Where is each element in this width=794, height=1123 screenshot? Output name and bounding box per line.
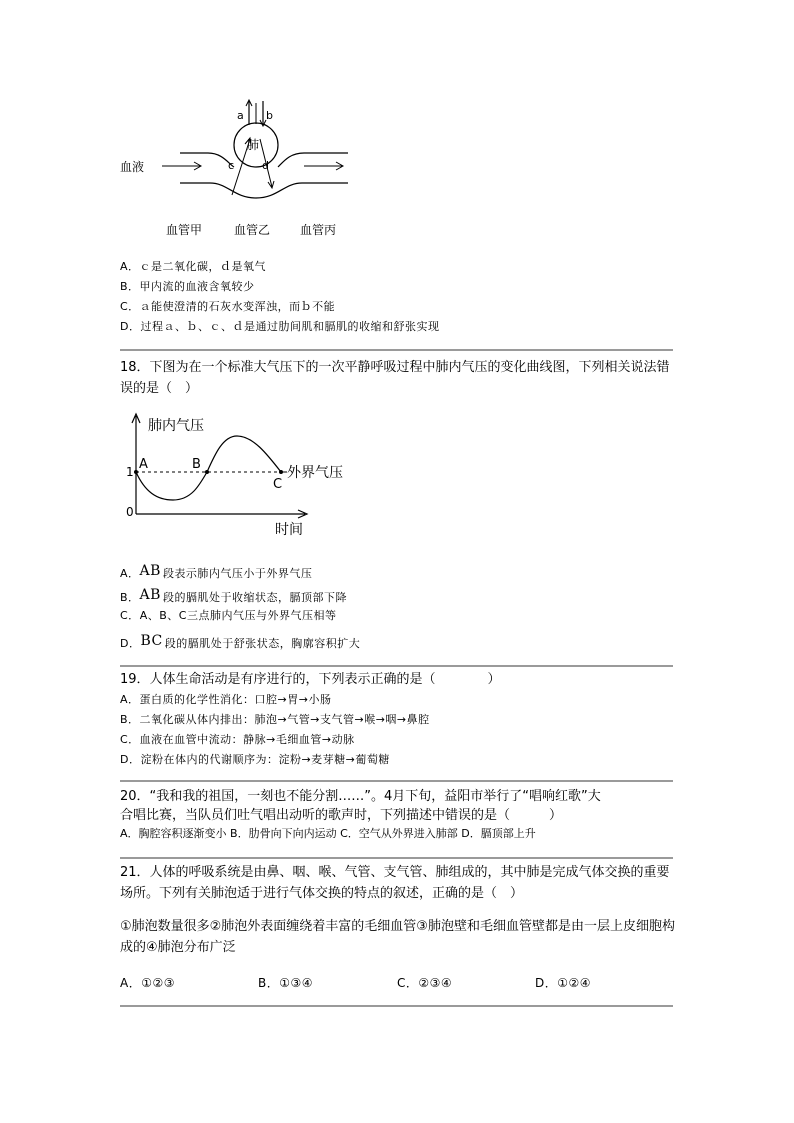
- label-vessel-1: 血管甲: [166, 223, 203, 237]
- q20-stem-line1: 20．“我和我的祖国，一刻也不能分割……”。4月下旬，益阳市举行了“唱响红歌”大: [120, 789, 601, 804]
- q18-option-b[interactable]: [120, 587, 347, 606]
- q18-stem: 18．下图为在一个标准大气压下的一次平静呼吸过程中肺内气压的变化曲线图，下列相关说法错误的是（ ）: [120, 360, 670, 396]
- q21-statements: ①肺泡数量很多②肺泡外表面缠绕着丰富的毛细血管③肺泡壁和毛细血管壁都是由一层上皮细胞构成的④肺泡分布广泛: [120, 919, 675, 955]
- divider: [120, 857, 673, 859]
- q19-option-a[interactable]: A．蛋白质的化学性消化：口腔→胃→小肠: [120, 693, 332, 706]
- divider: [120, 349, 673, 351]
- label-b: b: [266, 109, 273, 122]
- label-a: a: [237, 109, 244, 122]
- point-B-marker: [205, 470, 209, 474]
- label-c: c: [228, 159, 235, 172]
- y-axis-label: 肺内气压: [148, 418, 204, 434]
- point-B-label: B: [192, 457, 201, 472]
- q17-option-b[interactable]: B．甲内流的血液含氧较少: [120, 280, 255, 293]
- segment-label: AB: [139, 563, 161, 579]
- q20-options[interactable]: A．胸腔容积逐渐变小 B．肋骨向下向内运动 C．空气从外界进入肺部 D．膈顶部上升: [120, 827, 536, 840]
- q21-option-a[interactable]: A．①②③: [120, 976, 175, 990]
- x-axis: [136, 510, 307, 518]
- q19-option-d[interactable]: D．淀粉在体内的代谢顺序为：淀粉→麦芽糖→葡萄糖: [120, 753, 390, 766]
- option-prefix: C．: [120, 609, 140, 622]
- label-vessel-2: 血管乙: [234, 223, 271, 237]
- q19-option-b[interactable]: B．二氧化碳从体内排出：肺泡→气管→支气管→喉→咽→鼻腔: [120, 713, 430, 726]
- option-prefix: A．: [120, 567, 140, 580]
- q19-stem: 19．人体生命活动是有序进行的，下列表示正确的是（ ）: [120, 672, 501, 687]
- label-blood: 血液: [120, 160, 145, 174]
- option-text: 段的膈肌处于舒张状态，胸廓容积扩大: [164, 637, 361, 650]
- q21-stem: 21．人体的呼吸系统是由鼻、咽、喉、气管、支气管、肺组成的，其中肺是完成气体交换的重要场所。下列有关肺泡适于进行气体交换的特点的叙述，正确的是（ ）: [120, 865, 670, 901]
- option-prefix: D．: [120, 637, 141, 650]
- option-text: 段的膈肌处于收缩状态，膈顶部下降: [162, 591, 347, 604]
- label-lung: 肺: [247, 138, 260, 152]
- point-C-label: C: [273, 477, 283, 492]
- q21-option-d[interactable]: D．①②④: [535, 976, 592, 990]
- label-vessel-3: 血管丙: [300, 223, 337, 237]
- q17-option-c[interactable]: C．ａ能使澄清的石灰水变浑浊，而ｂ不能: [120, 300, 336, 313]
- vessel-lower-wall: [180, 183, 348, 198]
- q19-option-c[interactable]: C．血液在血管中流动：静脉→毛细血管→动脉: [120, 733, 355, 746]
- q17-option-a[interactable]: A．ｃ是二氧化碳，ｄ是氧气: [120, 260, 267, 273]
- tick-0: 0: [126, 505, 134, 519]
- tick-1: 1: [126, 465, 134, 479]
- segment-label: BC: [140, 633, 163, 649]
- x-axis-label: 时间: [275, 522, 303, 538]
- segment-label: AB: [139, 587, 161, 603]
- label-d: d: [262, 159, 269, 172]
- option-text: A、B、C三点肺内气压与外界气压相等: [139, 609, 337, 622]
- option-text: 段表示肺内气压小于外界气压: [162, 567, 313, 580]
- reference-label: 外界气压: [287, 465, 343, 481]
- pressure-curve: [136, 436, 281, 500]
- q21-option-b[interactable]: B．①③④: [258, 976, 314, 990]
- q17-option-d[interactable]: D．过程ａ、ｂ、ｃ、ｄ是通过肋间肌和膈肌的收缩和舒张实现: [120, 320, 440, 333]
- option-prefix: B．: [120, 591, 140, 604]
- lung-vessel-diagram: [110, 95, 370, 245]
- point-A-marker: [134, 470, 138, 474]
- divider: [120, 1005, 673, 1007]
- q21-option-c[interactable]: C．②③④: [397, 976, 453, 990]
- q18-option-c[interactable]: [120, 608, 336, 624]
- point-A-label: A: [139, 457, 148, 472]
- q20-stem-line2: 合唱比赛，当队员们吐气唱出动听的歌声时，下列描述中错误的是（ ）: [120, 808, 563, 823]
- divider: [120, 780, 673, 782]
- q18-option-a[interactable]: [120, 563, 312, 582]
- divider: [120, 665, 673, 667]
- pressure-chart: [115, 410, 365, 540]
- q18-option-d[interactable]: [120, 633, 360, 652]
